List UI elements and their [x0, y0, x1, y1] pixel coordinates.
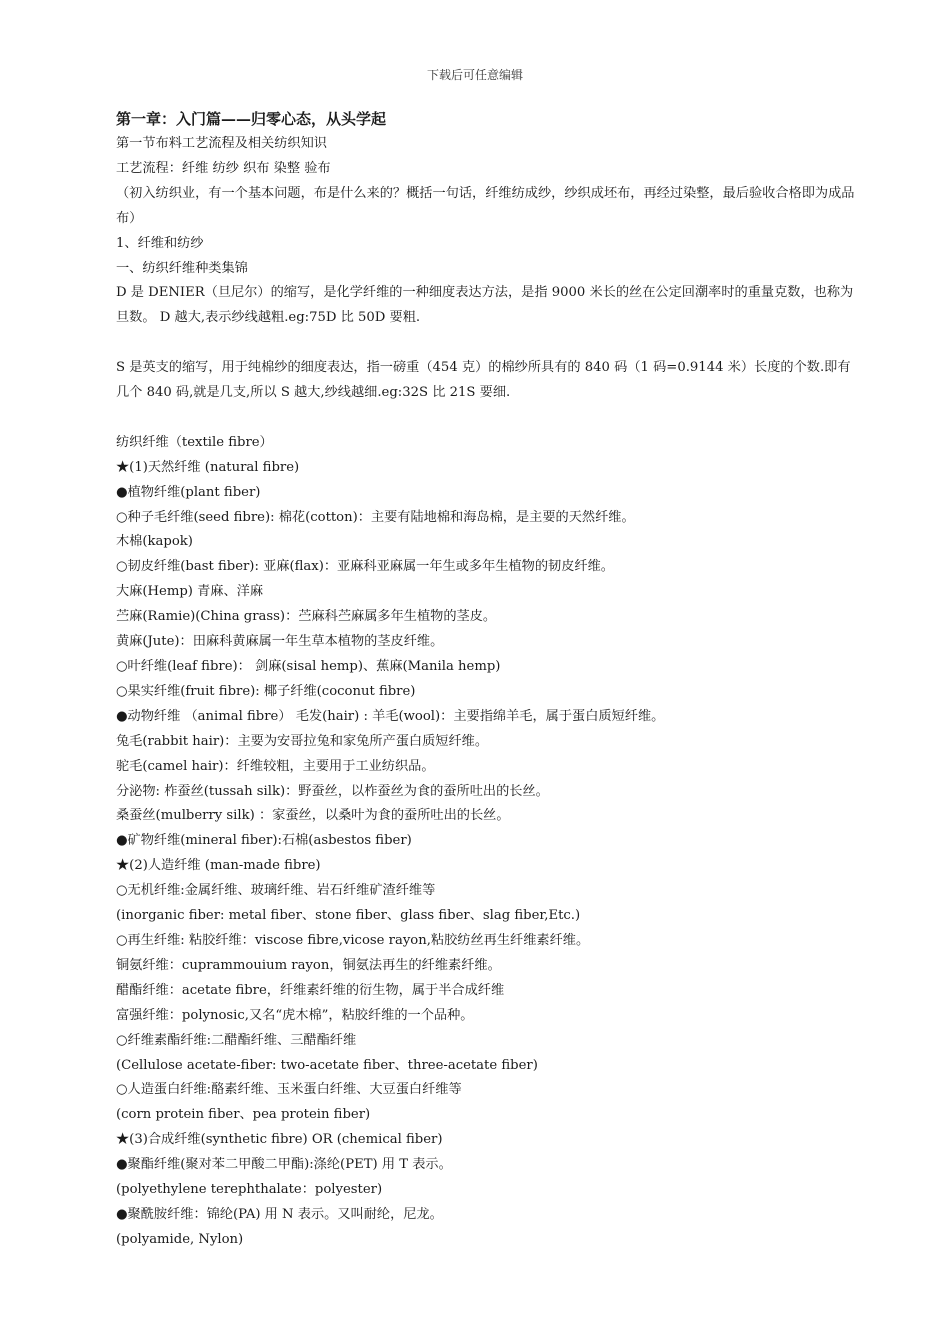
- paragraph: 纺织纤维（textile fibre）: [116, 434, 273, 450]
- paragraph: 1、纤维和纺纱: [116, 235, 204, 251]
- paragraph: 富强纤维：polynosic,又名“虎木棉”，粘胶纤维的一个品种。: [116, 1007, 474, 1023]
- paragraph: ★(2)人造纤维 (man-made fibre): [116, 858, 321, 874]
- paragraph: （初入纺织业，有一个基本问题，布是什么来的？概括一句话，纤维纺成纱，纱织成坯布，再经过染整，最后验收合格即为成品布）: [116, 185, 855, 226]
- paragraph: (polyamide, Nylon): [116, 1231, 244, 1247]
- paragraph: S 是英支的缩写，用于纯棉纱的细度表达，指一磅重（454 克）的棉纱所具有的 840 码（1 码=0.9144 米）长度的个数.即有几个 840 码,就是几支,所以 S 越大,纱线越细.eg:32S 比 21S 要细.: [116, 360, 851, 401]
- paragraph: (inorganic fiber: metal fiber、stone fiber、glass fiber、slag fiber,Etc.): [116, 908, 581, 924]
- paragraph: 分泌物: 柞蚕丝(tussah silk)：野蚕丝，以柞蚕丝为食的蚕所吐出的长丝。: [116, 783, 549, 799]
- paragraph: ●聚酰胺纤维：锦纶(PA) 用 N 表示。又叫耐纶，尼龙。: [116, 1206, 443, 1222]
- paragraph: 醋酯纤维：acetate fibre，纤维素纤维的衍生物，属于半合成纤维: [116, 982, 505, 998]
- paragraph: ○纤维素酯纤维:二醋酯纤维、三醋酯纤维: [116, 1032, 357, 1048]
- paragraph: 木棉(kapok): [116, 534, 193, 550]
- paragraph: ○无机纤维:金属纤维、玻璃纤维、岩石纤维矿渣纤维等: [116, 883, 436, 899]
- paragraph: 一、纺织纤维种类集锦: [116, 260, 248, 276]
- paragraph: ●植物纤维(plant fiber): [116, 484, 261, 500]
- paragraph: ○人造蛋白纤维:酪素纤维、玉米蛋白纤维、大豆蛋白纤维等: [116, 1082, 462, 1098]
- paragraph: ●动物纤维 （animal fibre） 毛发(hair) : 羊毛(wool)：主要指绵羊毛，属于蛋白质短纤维。: [116, 708, 665, 724]
- document-body: [116, 106, 861, 1253]
- paragraph: 桑蚕丝(mulberry silk) ：家蚕丝，以桑叶为食的蚕所吐出的长丝。: [116, 808, 510, 824]
- chapter-title: 第一章：入门篇——归零心态，从头学起: [116, 110, 387, 128]
- paragraph: D 是 DENIER（旦尼尔）的缩写，是化学纤维的一种细度表达方法，是指 9000 米长的丝在公定回潮率时的重量克数，也称为旦数。 D 越大,表示纱线越粗.eg:75D 比 50D 要粗.: [116, 285, 854, 326]
- paragraph: 大麻(Hemp) 青麻、洋麻: [116, 584, 264, 600]
- paragraph: ★(3)合成纤维(synthetic fibre) OR (chemical fiber): [116, 1132, 443, 1148]
- blank-line: [116, 406, 861, 431]
- paragraph: ●聚酯纤维(聚对苯二甲酸二甲酯):涤纶(PET) 用 T 表示。: [116, 1157, 452, 1173]
- page-header: 下载后可任意编辑: [426, 68, 523, 82]
- paragraph: ○叶纤维(leaf fibre)： 剑麻(sisal hemp)、蕉麻(Manila hemp): [116, 659, 501, 674]
- paragraph: 铜氨纤维：cuprammouium rayon，铜氨法再生的纤维素纤维。: [116, 957, 501, 973]
- paragraph: (Cellulose acetate-fiber: two-acetate fiber、three-acetate fiber): [116, 1057, 538, 1073]
- paragraph: ○韧皮纤维(bast fiber): 亚麻(flax)：亚麻科亚麻属一年生或多年生植物的韧皮纤维。: [116, 559, 614, 575]
- paragraph: ○果实纤维(fruit fibre): 椰子纤维(coconut fibre): [116, 683, 416, 699]
- paragraph: (corn protein fiber、pea protein fiber): [116, 1107, 371, 1123]
- paragraph: ○再生纤维: 粘胶纤维：viscose fibre,vicose rayon,粘胶纺丝再生纤维素纤维。: [116, 932, 590, 948]
- paragraph: 驼毛(camel hair)：纤维较粗，主要用于工业纺织品。: [116, 758, 435, 774]
- section-title: 第一节布料工艺流程及相关纺织知识: [116, 136, 327, 151]
- paragraph: 苎麻(Ramie)(China grass)：苎麻科苎麻属多年生植物的茎皮。: [116, 609, 497, 625]
- blank-line: [116, 331, 861, 356]
- paragraph: 兔毛(rabbit hair)：主要为安哥拉兔和家兔所产蛋白质短纤维。: [116, 733, 489, 749]
- paragraph: 工艺流程：纤维 纺纱 织布 染整 验布: [116, 160, 331, 176]
- paragraph: ●矿物纤维(mineral fiber):石棉(asbestos fiber): [116, 833, 412, 849]
- paragraph: (polyethylene terephthalate：polyester): [116, 1182, 383, 1198]
- paragraph: 黄麻(Jute)：田麻科黄麻属一年生草本植物的茎皮纤维。: [116, 634, 444, 650]
- paragraph: ○种子毛纤维(seed fibre): 棉花(cotton)：主要有陆地棉和海岛棉，是主要的天然纤维。: [116, 509, 635, 525]
- paragraph: ★(1)天然纤维 (natural fibre): [116, 459, 300, 475]
